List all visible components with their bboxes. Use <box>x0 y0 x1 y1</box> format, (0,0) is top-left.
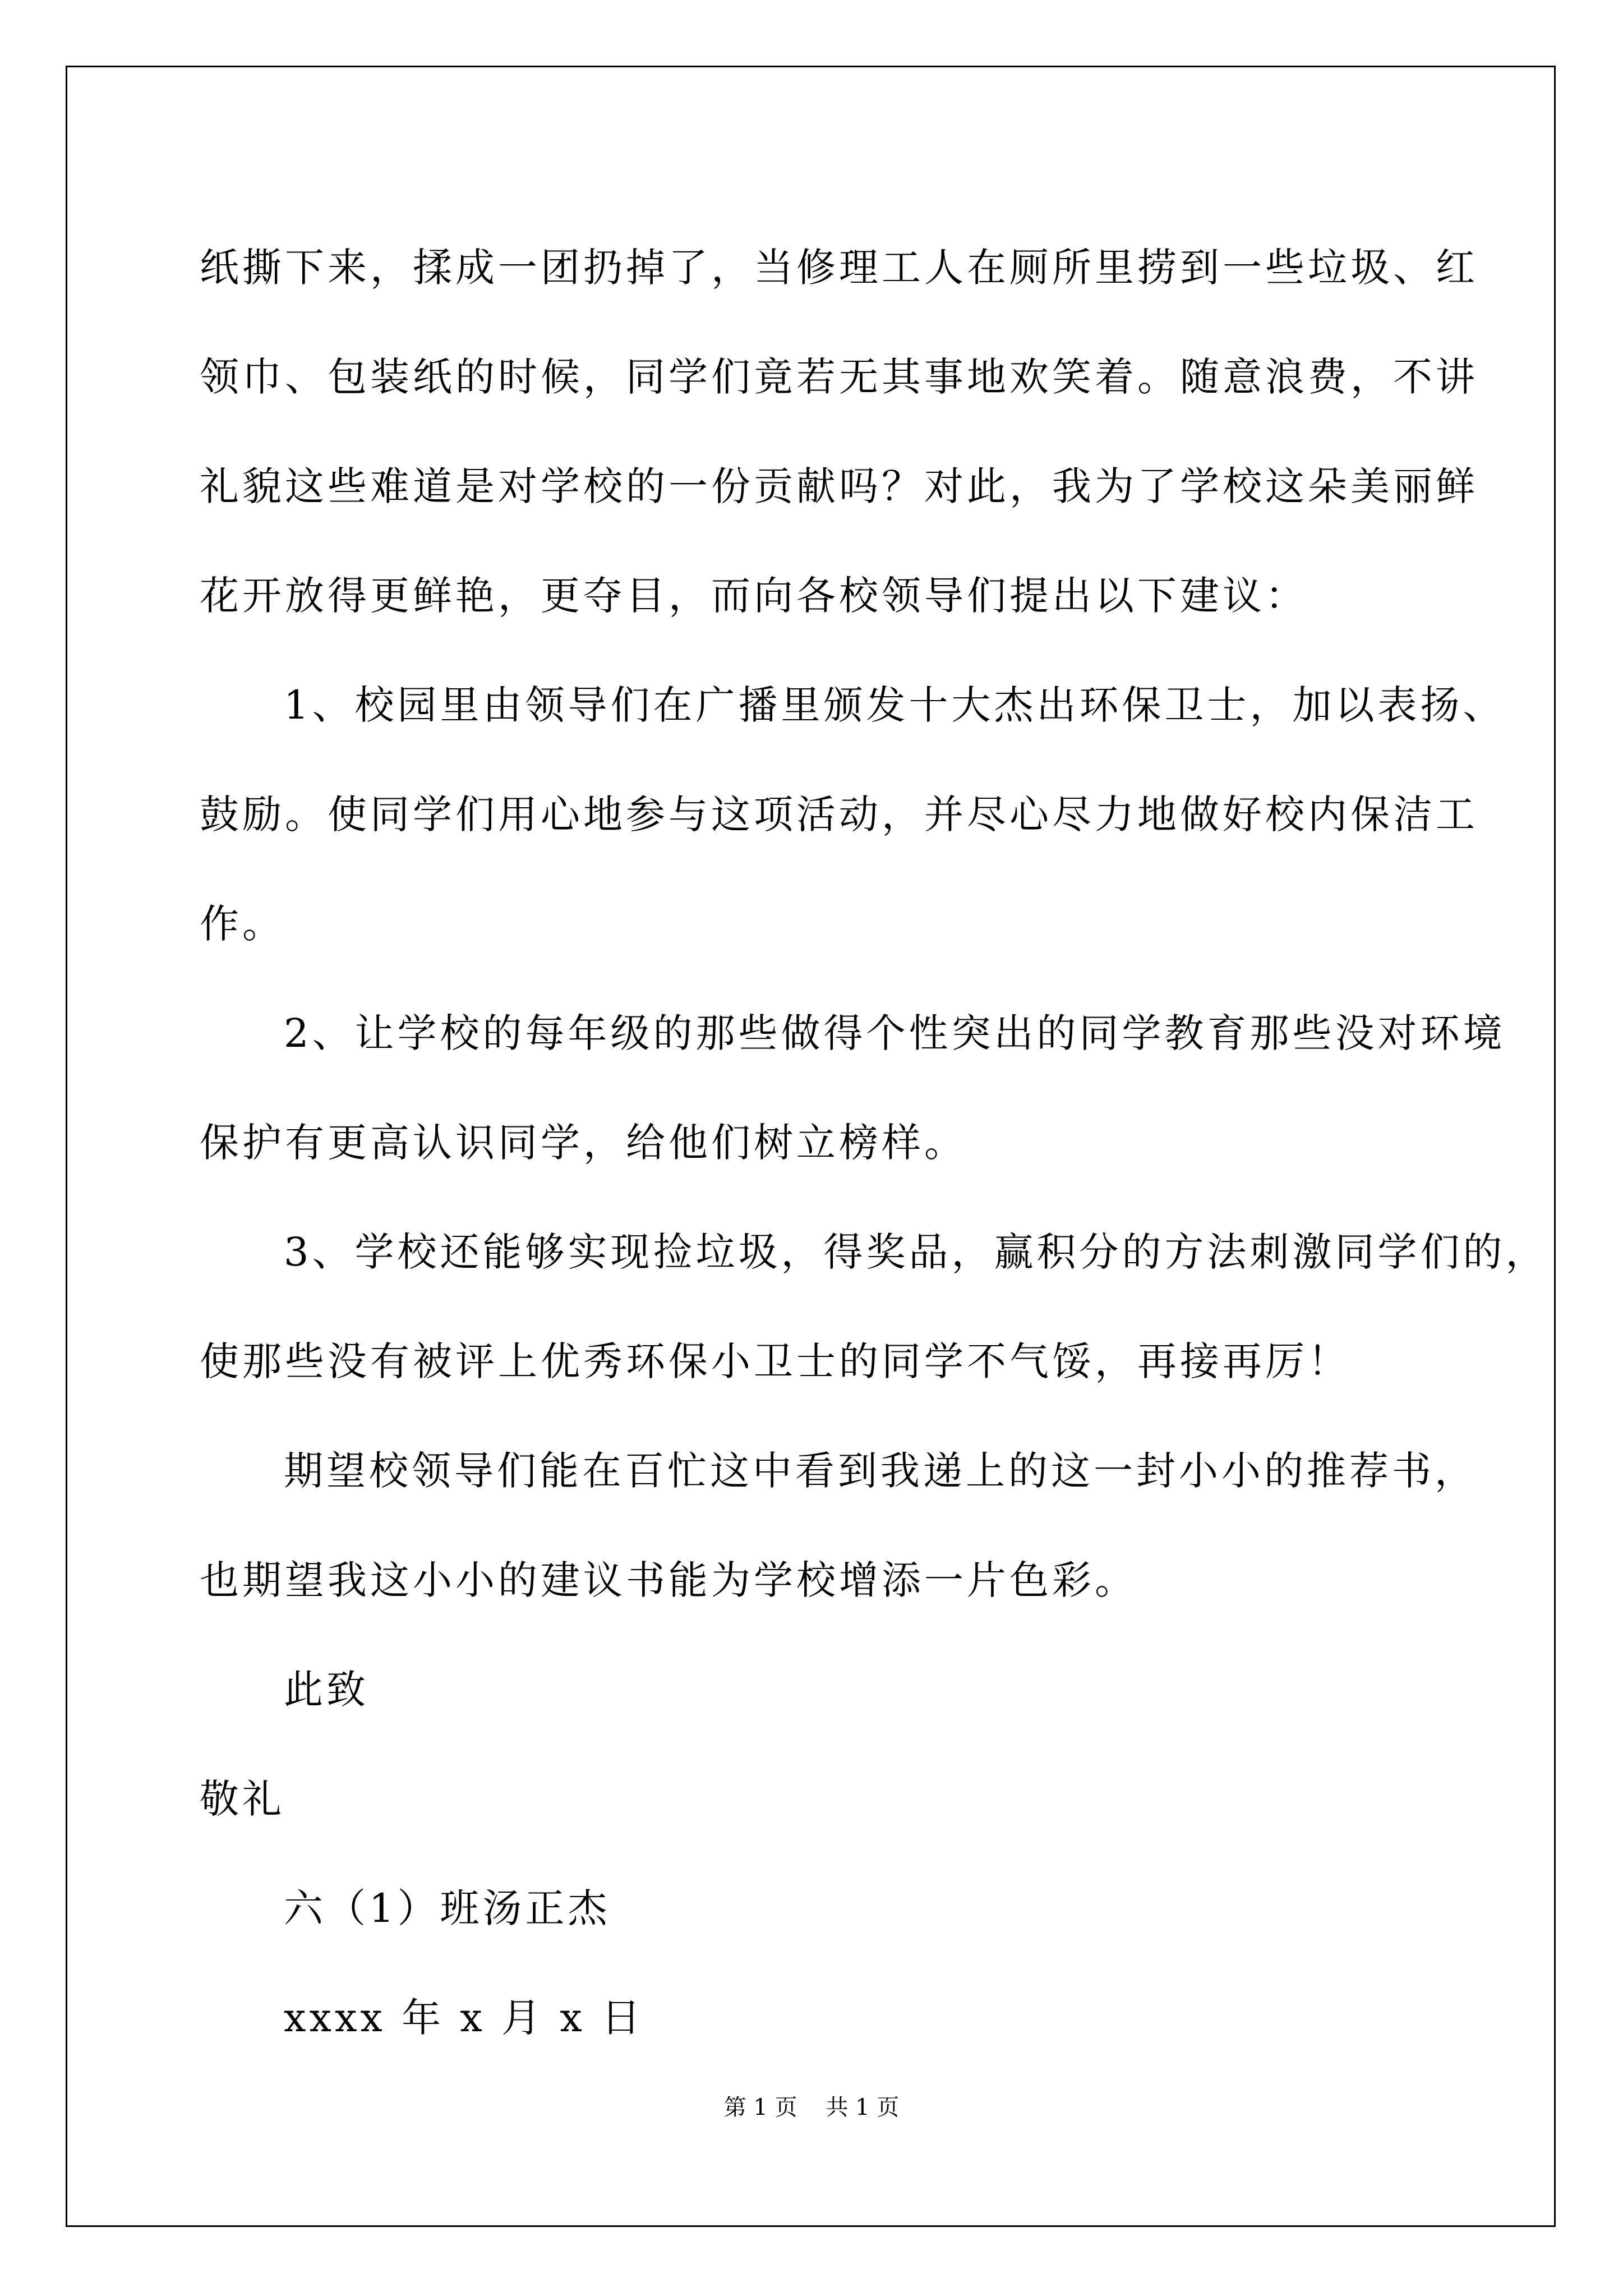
suggestion-3: 3、学校还能够实现捡垃圾，得奖品，赢积分的方法刺激同学们的， <box>284 1229 1548 1275</box>
author-signature: 六（1）班汤正杰 <box>284 1885 611 1931</box>
suggestion-1: 1、校园里由领导们在广播里颁发十大杰出环保卫士，加以表扬、 <box>284 682 1506 728</box>
text-line: 使那些没有被评上优秀环保小卫士的同学不气馁，再接再厉！ <box>200 1338 1350 1384</box>
suggestion-2: 2、让学校的每年级的那些做得个性突出的同学教育那些没对环境 <box>284 1010 1506 1056</box>
document-body <box>200 213 1548 2073</box>
text-line: 花开放得更鲜艳，更夺目，而向各校领导们提出以下建议： <box>200 573 1308 619</box>
text-line: 也期望我这小小的建议书能为学校增添一片色彩。 <box>200 1557 1137 1603</box>
text-line: 保护有更高认识同学，给他们树立榜样。 <box>200 1120 967 1166</box>
page-number-footer: 第 1 页 共 1 页 <box>723 2095 900 2120</box>
text-line: 作。 <box>200 901 285 947</box>
closing-paragraph: 期望校领导们能在百忙这中看到我递上的这一封小小的推荐书， <box>284 1448 1477 1494</box>
text-line: 鼓励。使同学们用心地参与这项活动，并尽心尽力地做好校内保洁工 <box>200 792 1478 838</box>
text-line: 领巾、包装纸的时候，同学们竟若无其事地欢笑着。随意浪费，不讲 <box>200 354 1478 400</box>
text-line: 礼貌这些难道是对学校的一份贡献吗？对此，我为了学校这朵美丽鲜 <box>200 463 1478 509</box>
regards-line: 敬礼 <box>200 1776 285 1822</box>
text-line: 纸撕下来，揉成一团扔掉了，当修理工人在厕所里捞到一些垃圾、红 <box>200 245 1478 291</box>
date-line: xxxx 年 x 月 x 日 <box>284 1995 644 2041</box>
salutation-line: 此致 <box>284 1667 369 1713</box>
